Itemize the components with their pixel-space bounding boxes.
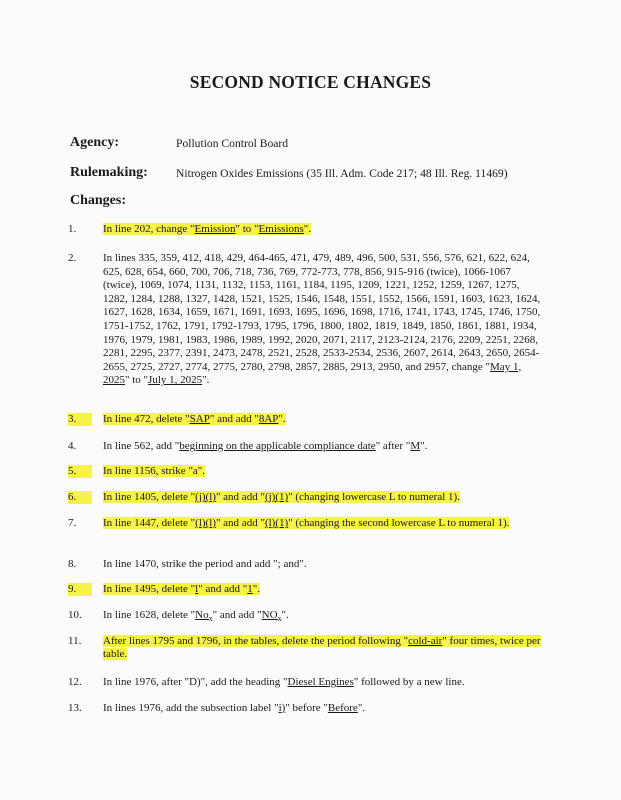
item-number: 5.	[68, 465, 92, 478]
agency-value: Pollution Control Board	[176, 137, 289, 150]
agency-label: Agency:	[70, 135, 119, 150]
item-text: In lines 335, 359, 412, 418, 429, 464-465, 471, 479, 489, 496, 500, 531, 556, 576, 621, 622, 624, 625, 628, 654, 660, 700, 706, 718, 736, 769, 772-773, 778, 856, 915-916 (twice), 1066-1067 (twice), 1069, 1074, 1131, 1132, 1153, 1161, 1184, 1195, 1209, 1221, 1252, 1259, 1267, 1275, 1282, 1284, 1288, 1327, 1428, 1521, 1525, 1546, 1548, 1551, 1552, 1566, 1591, 1603, 1623, 1624, 1627, 1628, 1634, 1659, 1671, 1691, 1693, 1695, 1696, 1698, 1716, 1741, 1743, 1745, 1746, 1750, 1751-1752, 1762, 1791, 1792-1793, 1795, 1796, 1800, 1802, 1819, 1849, 1850, 1861, 1881, 1934, 1976, 1979, 1981, 1983, 1986, 1989, 1992, 2020, 2071, 2117, 2123-2124, 2176, 2209, 2251, 2268, 2281, 2295, 2377, 2391, 2473, 2478, 2521, 2528, 2533-2534, 2536, 2607, 2614, 2643, 2650, 2654-2655, 2725, 2727, 2774, 2775, 2780, 2798, 2857, 2885, 2913, 2950, and 2957, change "May 1, 2025" to "July 1, 2025".	[103, 252, 541, 387]
item-text: In line 472, delete "SAP" and add "8AP".	[103, 413, 286, 425]
item-text: In line 1470, strike the period and add "; and".	[103, 558, 307, 570]
rulemaking-value: Nitrogen Oxides Emissions (35 Ill. Adm. Code 217; 48 Ill. Reg. 11469)	[176, 167, 508, 180]
item-number: 3.	[68, 413, 92, 426]
item-text: In line 202, change "Emission" to "Emissions".	[103, 223, 312, 235]
item-number: 9.	[68, 583, 92, 596]
item-text: In line 1447, delete "(l)(l)" and add "(l)(1)" (changing the second lowercase L to numeral 1).	[103, 517, 510, 529]
page-title: SECOND NOTICE CHANGES	[189, 72, 432, 92]
rulemaking-label: Rulemaking:	[70, 165, 148, 180]
item-text: In lines 1976, add the subsection label "i)" before "Before".	[103, 702, 366, 714]
item-number: 1.	[68, 223, 77, 235]
item-number: 2.	[68, 252, 77, 264]
item-number: 10.	[68, 609, 82, 621]
item-number: 12.	[68, 676, 82, 688]
item-text: In line 1495, delete "l" and add "1".	[103, 583, 260, 595]
item-number: 6.	[68, 491, 92, 504]
item-number: 11.	[68, 635, 82, 647]
item-number: 13.	[68, 702, 82, 714]
item-text: In line 1156, strike "a".	[103, 465, 206, 477]
changes-label: Changes:	[70, 193, 127, 208]
item-text: In line 1976, after "D)", add the heading "Diesel Engines" followed by a new line.	[103, 676, 465, 688]
item-number: 8.	[68, 558, 77, 570]
item-text: In line 1405, delete "(j)(l)" and add "(j)(1)" (changing lowercase L to numeral 1).	[103, 491, 460, 503]
item-text: In line 1628, delete "$No_x$" and add "$NO_x$".	[103, 609, 289, 624]
item-number: 7.	[68, 517, 77, 529]
item-text: In line 562, add "beginning on the applicable compliance date" after "M".	[103, 440, 428, 452]
item-number: 4.	[68, 440, 77, 452]
item-text: After lines 1795 and 1796, in the tables, delete the period following "cold-air" four times, twice per table.	[103, 635, 541, 660]
